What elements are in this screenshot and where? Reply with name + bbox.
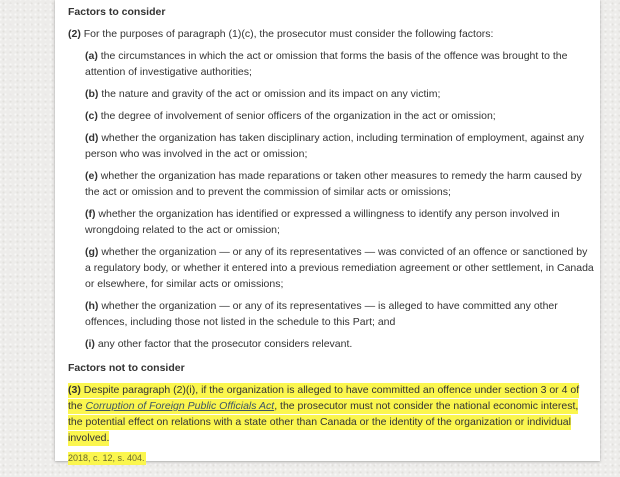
provision-item-f <box>85 206 594 238</box>
item-b-text: the nature and gravity of the act or omission and its impact on any victim; <box>101 88 441 100</box>
historical-note <box>68 452 594 465</box>
item-b-label: (b) <box>85 88 99 100</box>
provision-item-g <box>85 244 594 292</box>
item-i-label: (i) <box>85 338 95 350</box>
item-h-text: whether the organization — or any of its representatives — is alleged to have committed any other offences, including those not listed in the schedule to this Part; and <box>85 300 558 328</box>
provision-item-e <box>85 168 594 200</box>
highlight-mark <box>68 383 579 446</box>
section-heading-factors-to-consider: Factors to consider <box>68 6 166 18</box>
provision-3-highlighted <box>68 382 594 446</box>
item-e-text: whether the organization has made reparations or taken other measures to remedy the harm caused by the act or omission and to prevent the commission of similar acts or omissions; <box>85 170 582 198</box>
provision-2-text: For the purposes of paragraph (1)(c), the prosecutor must consider the following factors: <box>83 28 494 40</box>
document-panel <box>55 0 600 461</box>
provision-item-i <box>85 336 594 352</box>
item-a-label: (a) <box>85 50 98 62</box>
provision-3-marker: (3) <box>68 384 81 396</box>
provision-2-intro <box>68 26 594 42</box>
item-c-text: the degree of involvement of senior officers of the organization in the act or omission; <box>100 110 496 122</box>
item-f-text: whether the organization has identified or expressed a willingness to identify any person involved in wrongdoing related to the act or omission; <box>85 208 560 236</box>
corruption-of-foreign-public-officials-act-link[interactable]: Corruption of Foreign Public Officials Act <box>85 400 275 412</box>
item-g-label: (g) <box>85 246 99 258</box>
item-d-text: whether the organization has taken disciplinary action, including termination of employment, against any person who was involved in the act or omission; <box>85 132 585 160</box>
provision-3-text-before: Despite paragraph (2)(i), if the organization is alleged to have committed an offence under section 3 or 4 of the <box>68 384 580 412</box>
section-heading-factors-not-to-consider: Factors not to consider <box>68 362 185 374</box>
provision-3-text-after: , the prosecutor must not consider the national economic interest, the potential effect on relations with a state other than Canada or the identity of the organization or individual involved. <box>68 400 579 444</box>
provision-item-h <box>85 298 594 330</box>
item-h-label: (h) <box>85 300 99 312</box>
historical-note-text: 2018, c. 12, s. 404. <box>68 453 145 463</box>
item-g-text: whether the organization — or any of its representatives — was convicted of an offence or sanctioned by a regulatory body, or whether it entered into a previous remediation agreement or other settlement, in Canada or elsewhere, for similar acts or omissions; <box>85 246 594 290</box>
item-i-text: any other factor that the prosecutor considers relevant. <box>97 338 353 350</box>
item-f-label: (f) <box>85 208 96 220</box>
provision-item-c <box>85 108 594 124</box>
item-a-text: the circumstances in which the act or omission that forms the basis of the offence was brought to the attention of investigative authorities; <box>85 50 568 78</box>
item-c-label: (c) <box>85 110 98 122</box>
item-e-label: (e) <box>85 170 98 182</box>
provision-item-b <box>85 86 594 102</box>
provision-2-marker: (2) <box>68 28 81 40</box>
provision-item-a <box>85 48 594 80</box>
item-d-label: (d) <box>85 132 99 144</box>
provision-item-d <box>85 130 594 162</box>
